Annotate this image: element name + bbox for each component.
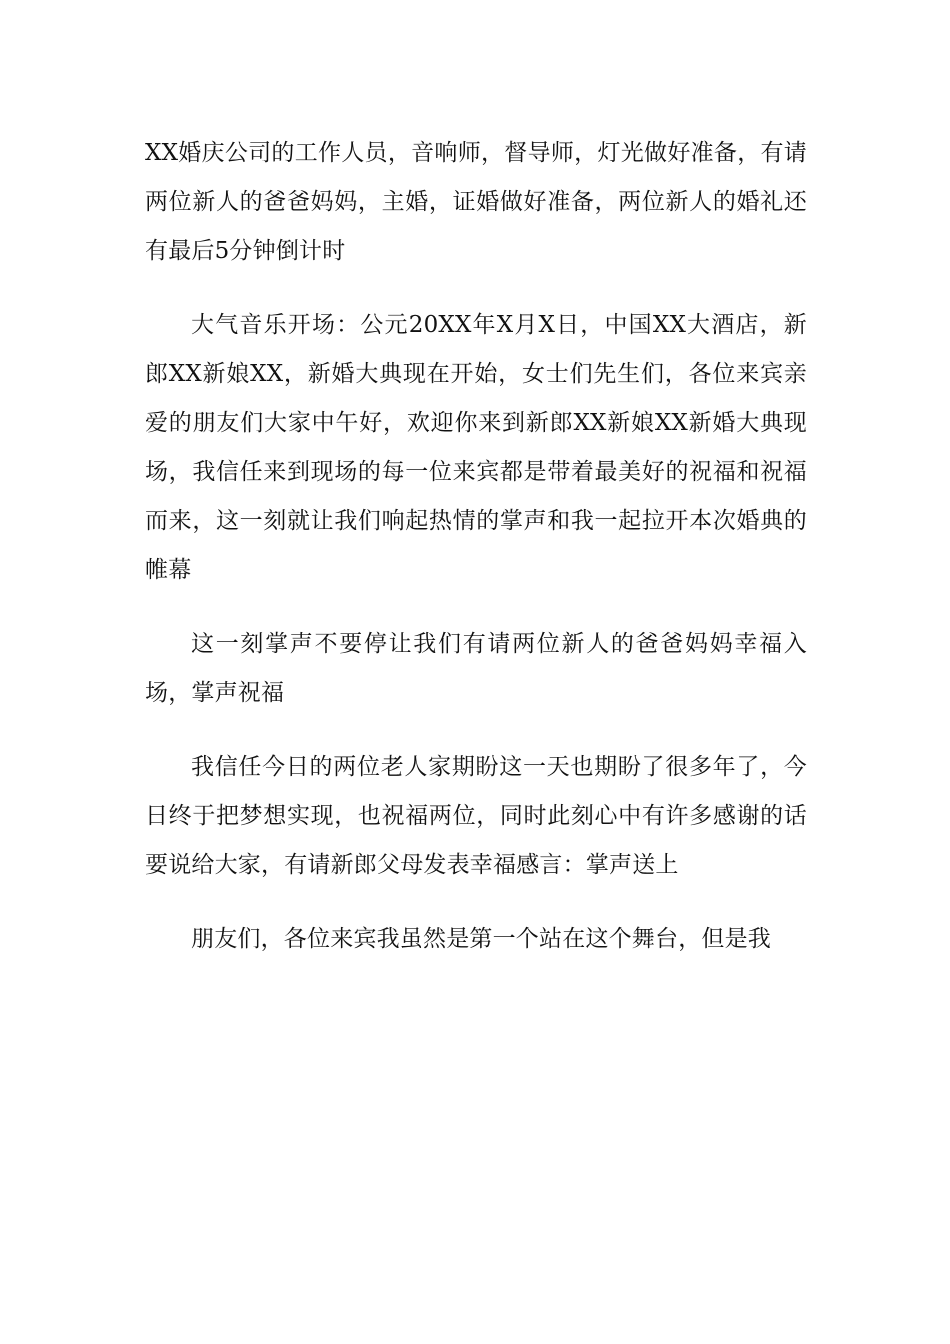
paragraph-2: 大气音乐开场：公元20XX年X月X日，中国XX大酒店，新郎XX新娘XX，新婚大典现在开始，女士们先生们，各位来宾亲爱的朋友们大家中午好，欢迎你来到新郎XX新娘XX新婚大典现场，我信任来到现场的每一位来宾都是带着最美好的祝福和祝福而来，这一刻就让我们响起热情的掌声和我一起拉开本次婚典的帷幕 — [145, 312, 807, 583]
paragraph-5: 朋友们，各位来宾我虽然是第一个站在这个舞台，但是我 — [191, 926, 771, 952]
paragraph-1: XX婚庆公司的工作人员，音响师，督导师，灯光做好准备，有请两位新人的爸爸妈妈，主婚，证婚做好准备，两位新人的婚礼还有最后5分钟倒计时 — [145, 140, 807, 264]
paragraph-3: 这一刻掌声不要停让我们有请两位新人的爸爸妈妈幸福入场，掌声祝福 — [145, 631, 807, 706]
paragraph-4: 我信任今日的两位老人家期盼这一天也期盼了很多年了，今日终于把梦想实现，也祝福两位，同时此刻心中有许多感谢的话要说给大家，有请新郎父母发表幸福感言：掌声送上 — [145, 754, 807, 878]
document-body — [145, 129, 807, 989]
